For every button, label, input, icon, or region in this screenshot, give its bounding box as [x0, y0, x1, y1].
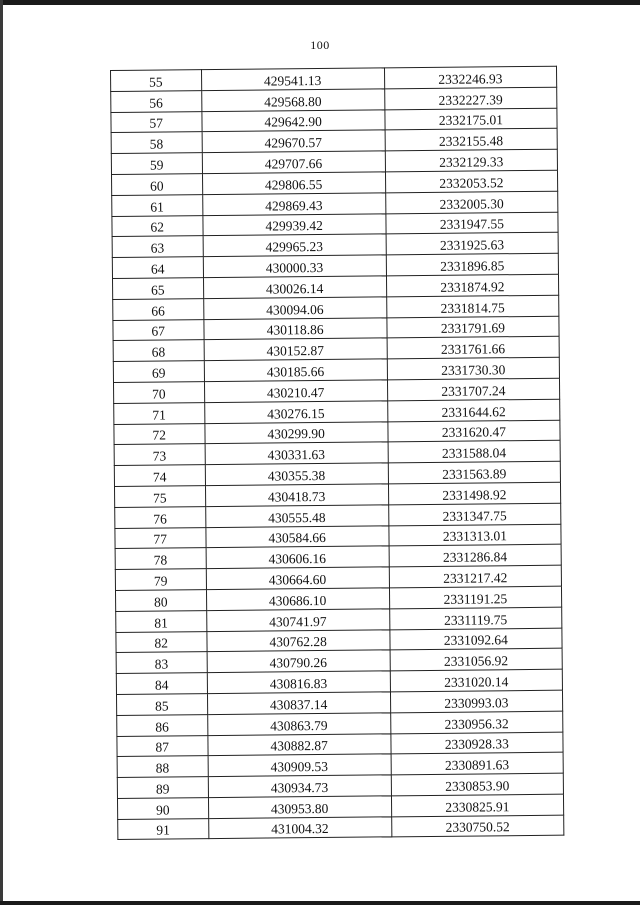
- point-number-cell: 62: [112, 215, 203, 237]
- x-coordinate-cell: 430276.15: [204, 401, 387, 424]
- point-number-cell: 84: [116, 673, 207, 695]
- y-coordinate-cell: 2332129.33: [385, 149, 558, 171]
- point-number-cell: 77: [115, 527, 206, 549]
- y-coordinate-cell: 2331563.89: [388, 461, 561, 483]
- y-coordinate-cell: 2331874.92: [386, 274, 559, 296]
- point-number-cell: 63: [112, 236, 203, 258]
- y-coordinate-cell: 2331588.04: [388, 441, 561, 463]
- y-coordinate-cell: 2330993.03: [390, 690, 563, 712]
- page-number: 100: [310, 38, 330, 52]
- y-coordinate-cell: 2330750.52: [391, 815, 564, 837]
- point-number-cell: 90: [117, 797, 208, 819]
- y-coordinate-cell: 2331217.42: [389, 565, 562, 587]
- point-number-cell: 72: [114, 423, 205, 445]
- point-number-cell: 91: [118, 818, 209, 840]
- y-coordinate-cell: 2331313.01: [389, 524, 562, 546]
- coordinate-table: [110, 66, 564, 841]
- point-number-cell: 64: [112, 257, 203, 279]
- y-coordinate-cell: 2331347.75: [388, 503, 561, 525]
- x-coordinate-cell: 430418.73: [205, 484, 388, 507]
- point-number-cell: 60: [112, 174, 203, 196]
- x-coordinate-cell: 429806.55: [202, 172, 385, 195]
- y-coordinate-cell: 2332246.93: [384, 66, 557, 88]
- y-coordinate-cell: 2332155.48: [385, 129, 558, 151]
- y-coordinate-cell: 2331119.75: [389, 607, 562, 629]
- x-coordinate-cell: 430882.87: [207, 733, 390, 756]
- point-number-cell: 65: [113, 278, 204, 300]
- y-coordinate-cell: 2331056.92: [390, 648, 563, 670]
- y-coordinate-cell: 2330928.33: [391, 732, 564, 754]
- x-coordinate-cell: 429939.42: [202, 213, 385, 236]
- x-coordinate-cell: 430762.28: [206, 629, 389, 652]
- point-number-cell: 57: [111, 111, 202, 133]
- y-coordinate-cell: 2331896.85: [386, 253, 559, 275]
- y-coordinate-cell: 2332053.52: [385, 170, 558, 192]
- x-coordinate-cell: 430741.97: [206, 609, 389, 632]
- y-coordinate-cell: 2330891.63: [391, 752, 564, 774]
- x-coordinate-cell: 430026.14: [203, 276, 386, 299]
- x-coordinate-cell: 430664.60: [206, 567, 389, 590]
- y-coordinate-cell: 2331644.62: [387, 399, 560, 421]
- point-number-cell: 61: [112, 194, 203, 216]
- x-coordinate-cell: 430185.66: [204, 359, 387, 382]
- point-number-cell: 55: [111, 70, 202, 92]
- x-coordinate-cell: 430299.90: [204, 421, 387, 444]
- x-coordinate-cell: 430355.38: [205, 463, 388, 486]
- x-coordinate-cell: 429670.57: [202, 130, 385, 153]
- point-number-cell: 87: [117, 735, 208, 757]
- point-number-cell: 83: [116, 652, 207, 674]
- point-number-cell: 80: [115, 590, 206, 612]
- y-coordinate-cell: 2331620.47: [388, 420, 561, 442]
- y-coordinate-cell: 2331730.30: [387, 357, 560, 379]
- y-coordinate-cell: 2331498.92: [388, 482, 561, 504]
- y-coordinate-cell: 2331761.66: [387, 337, 560, 359]
- y-coordinate-cell: 2330853.90: [391, 773, 564, 795]
- x-coordinate-cell: 430331.63: [205, 442, 388, 465]
- x-coordinate-cell: 430094.06: [203, 297, 386, 320]
- point-number-cell: 86: [117, 714, 208, 736]
- x-coordinate-cell: 430837.14: [207, 692, 390, 715]
- point-number-cell: 59: [111, 153, 202, 175]
- y-coordinate-cell: 2331020.14: [390, 669, 563, 691]
- y-coordinate-cell: 2331191.25: [389, 586, 562, 608]
- point-number-cell: 68: [113, 340, 204, 362]
- point-number-cell: 78: [115, 548, 206, 570]
- point-number-cell: 88: [117, 756, 208, 778]
- point-number-cell: 67: [113, 319, 204, 341]
- x-coordinate-cell: 430816.83: [207, 671, 390, 694]
- point-number-cell: 89: [117, 777, 208, 799]
- y-coordinate-cell: 2331791.69: [387, 316, 560, 338]
- x-coordinate-cell: 430584.66: [205, 525, 388, 548]
- y-coordinate-cell: 2331707.24: [387, 378, 560, 400]
- y-coordinate-cell: 2330825.91: [391, 794, 564, 816]
- point-number-cell: 73: [114, 444, 205, 466]
- x-coordinate-cell: 430000.33: [203, 255, 386, 278]
- x-coordinate-cell: 429541.13: [201, 68, 384, 91]
- x-coordinate-cell: 430934.73: [208, 775, 391, 798]
- y-coordinate-cell: 2331286.84: [389, 545, 562, 567]
- x-coordinate-cell: 430152.87: [204, 338, 387, 361]
- y-coordinate-cell: 2332005.30: [385, 191, 558, 213]
- y-coordinate-cell: 2331947.55: [386, 212, 559, 234]
- point-number-cell: 82: [116, 631, 207, 653]
- point-number-cell: 69: [113, 361, 204, 383]
- coordinate-table-body: [111, 66, 564, 840]
- y-coordinate-cell: 2331925.63: [386, 233, 559, 255]
- y-coordinate-cell: 2332175.01: [385, 108, 558, 130]
- point-number-cell: 70: [113, 382, 204, 404]
- x-coordinate-cell: 430953.80: [208, 796, 391, 819]
- x-coordinate-cell: 430606.16: [206, 546, 389, 569]
- point-number-cell: 74: [114, 465, 205, 487]
- point-number-cell: 85: [116, 694, 207, 716]
- point-number-cell: 81: [116, 610, 207, 632]
- x-coordinate-cell: 429642.90: [201, 109, 384, 132]
- table-row: [118, 815, 564, 840]
- y-coordinate-cell: 2331092.64: [390, 628, 563, 650]
- x-coordinate-cell: 431004.32: [208, 817, 391, 840]
- x-coordinate-cell: 430863.79: [207, 713, 390, 736]
- y-coordinate-cell: 2330956.32: [390, 711, 563, 733]
- x-coordinate-cell: 430686.10: [206, 588, 389, 611]
- point-number-cell: 76: [115, 506, 206, 528]
- x-coordinate-cell: 430555.48: [205, 505, 388, 528]
- point-number-cell: 71: [114, 402, 205, 424]
- y-coordinate-cell: 2331814.75: [386, 295, 559, 317]
- point-number-cell: 66: [113, 298, 204, 320]
- x-coordinate-cell: 430210.47: [204, 380, 387, 403]
- x-coordinate-cell: 430909.53: [208, 754, 391, 777]
- x-coordinate-cell: 430118.86: [203, 317, 386, 340]
- x-coordinate-cell: 430790.26: [207, 650, 390, 673]
- point-number-cell: 75: [114, 486, 205, 508]
- x-coordinate-cell: 429568.80: [201, 89, 384, 112]
- y-coordinate-cell: 2332227.39: [384, 87, 557, 109]
- x-coordinate-cell: 429707.66: [202, 151, 385, 174]
- scan-edge-bottom: [0, 901, 640, 905]
- x-coordinate-cell: 429965.23: [203, 234, 386, 257]
- point-number-cell: 56: [111, 90, 202, 112]
- x-coordinate-cell: 429869.43: [202, 193, 385, 216]
- point-number-cell: 79: [115, 569, 206, 591]
- point-number-cell: 58: [111, 132, 202, 154]
- scan-edge-left: [0, 0, 3, 905]
- scan-edge-top: [0, 0, 640, 5]
